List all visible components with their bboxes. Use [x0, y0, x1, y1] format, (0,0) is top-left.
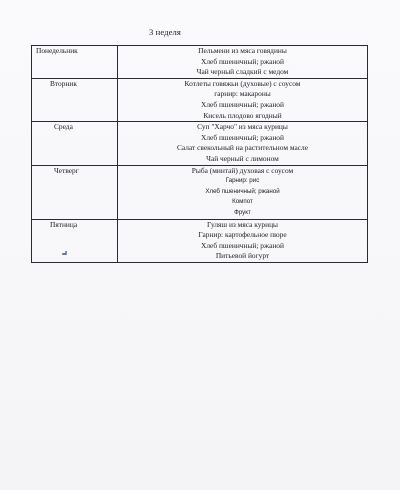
- week-title: 3 неделя: [149, 27, 181, 37]
- dish-list: [118, 122, 368, 165]
- dish-item: Чай черный сладкий с медом: [196, 67, 289, 77]
- dish-item: Хлеб пшеничный; ржаной: [201, 99, 284, 109]
- day-label: Пятница: [32, 219, 118, 262]
- dish-item: Фрукт: [234, 208, 251, 216]
- dish-list: [118, 165, 368, 219]
- day-label: Понедельник: [32, 46, 118, 79]
- dish-item: Салат свекольный на растительном масле: [176, 143, 308, 153]
- day-label: Вторник: [32, 78, 118, 121]
- dish-item: Хлеб пшеничный; ржаной: [201, 56, 284, 66]
- dish-list: [118, 46, 368, 79]
- ink-mark: [65, 251, 67, 253]
- dish-list: [118, 78, 368, 121]
- day-label: Среда: [32, 122, 118, 165]
- dish-item: Пельмени из мяса говядины: [198, 46, 287, 55]
- dish-item: Гарнир: картофельное пюре: [198, 230, 287, 240]
- dish-item: Кисель плодово ягодный: [203, 110, 282, 120]
- ink-mark: [62, 253, 67, 255]
- dish-item: Хлеб пшеничный; ржаной: [201, 132, 284, 142]
- dish-item: Гарнир: рис: [225, 177, 260, 185]
- dish-item: гарнир: макароны: [214, 89, 271, 99]
- table-row-tuesday: [32, 78, 368, 121]
- dish-item: Суп "Харчо" из мяса курицы: [197, 122, 288, 132]
- dish-item: Хлеб пшеничный; ржаной: [201, 240, 284, 250]
- table-row-monday: [32, 46, 368, 79]
- dish-item: Чай черный с лимоном: [206, 153, 279, 163]
- dish-item: Рыба (минтай) духовая с соусом: [191, 165, 294, 175]
- table-row-friday: [32, 219, 368, 262]
- dish-item: Хлеб пшеничный; ржаной: [205, 187, 280, 195]
- table-row-thursday: [32, 165, 368, 219]
- day-label: Четверг: [32, 165, 118, 219]
- dish-item: Питьевой йогурт: [215, 251, 270, 261]
- table-row-wednesday: [32, 122, 368, 165]
- weekly-menu-table: [31, 45, 368, 263]
- dish-list: [118, 219, 368, 262]
- dish-item: Гуляш из мяса курицы: [206, 219, 279, 229]
- dish-item: Котлеты говяжьи (духовые) с соусом: [184, 78, 301, 88]
- dish-item: Компот: [232, 198, 253, 206]
